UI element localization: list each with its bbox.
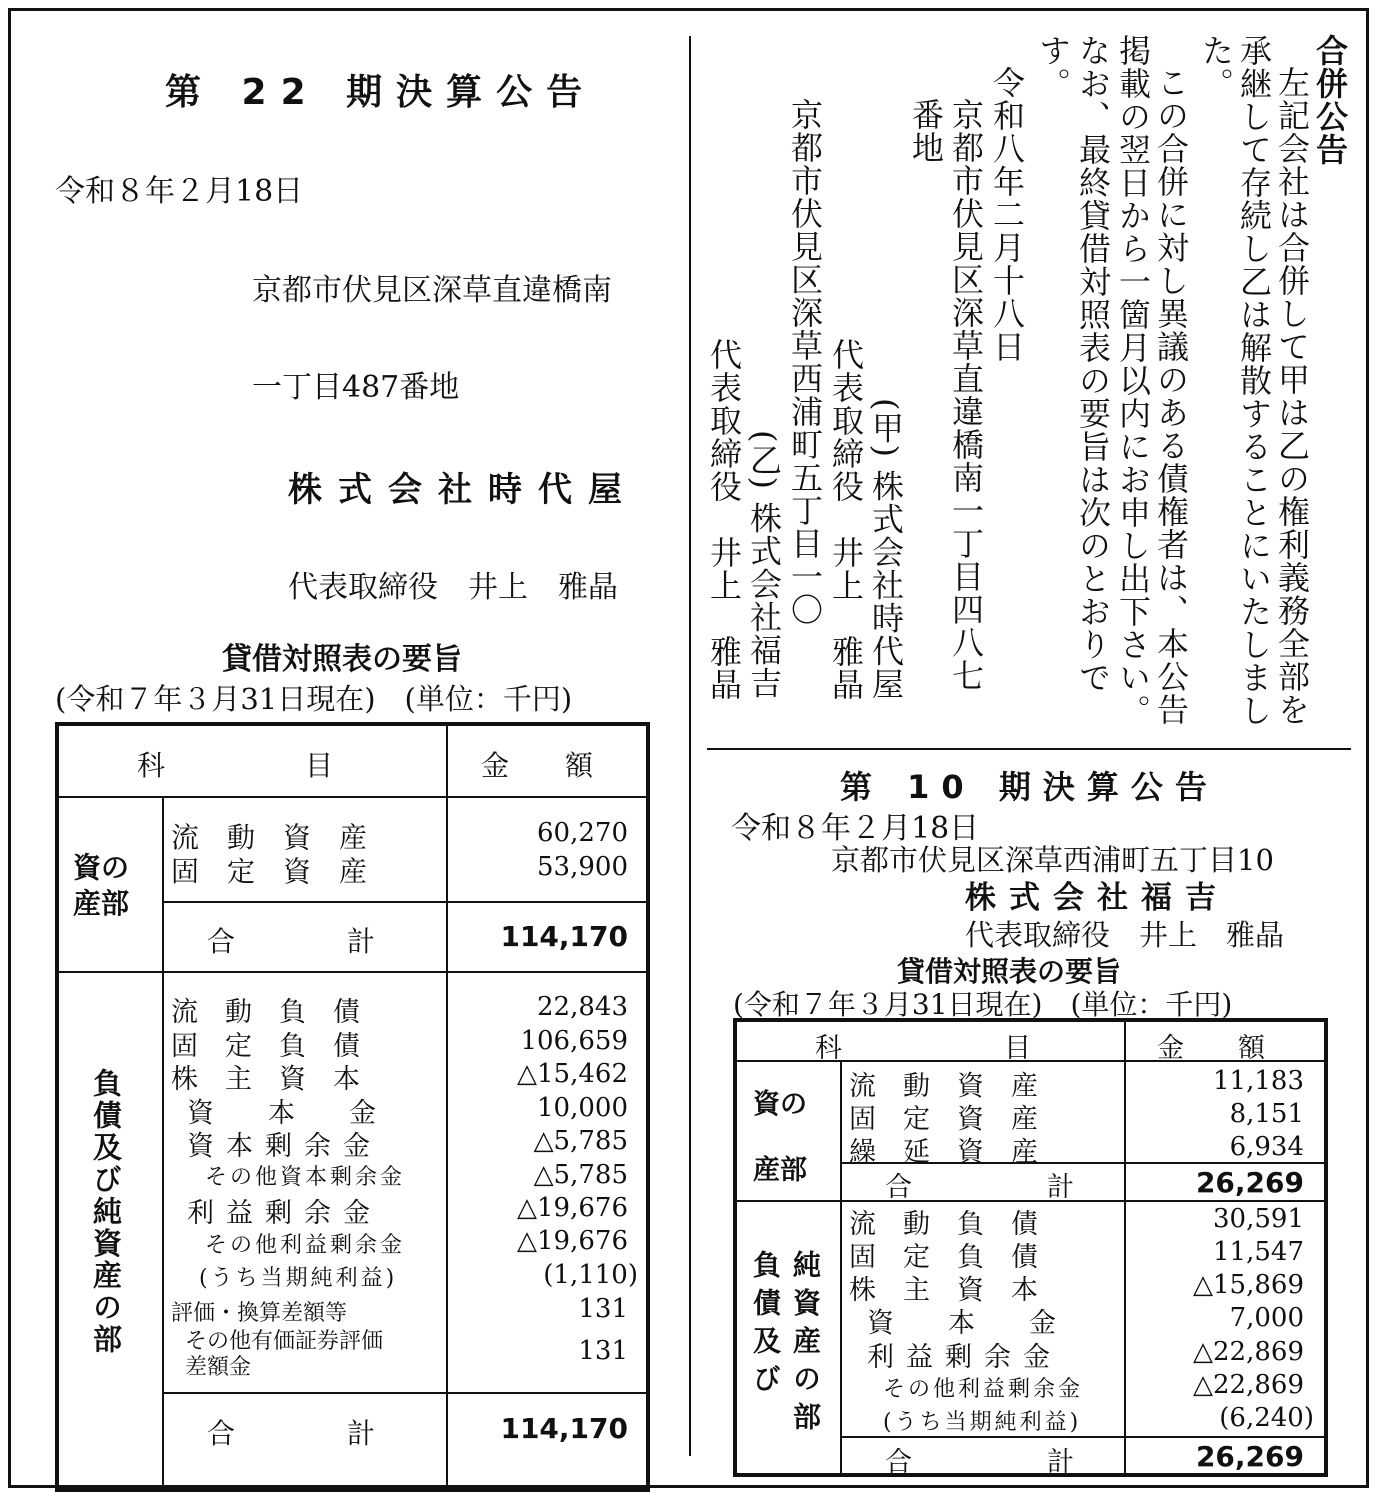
liabilities-section-label: 負債及び純資産の部 — [89, 1068, 123, 1356]
left-title: 第 22 期決算公告 — [165, 72, 597, 113]
left-date: 令和８年２月18日 — [55, 174, 304, 209]
left-address-line1: 京都市伏見区深草直違橋南 — [252, 273, 612, 308]
table-rule — [162, 901, 646, 903]
merger-company-b: (乙) 株式会社福吉 — [745, 430, 783, 700]
right-title: 第 10 期決算公告 — [840, 768, 1219, 806]
liability-value: 7,000 — [1229, 1303, 1304, 1333]
assets-total-value: 114,170 — [500, 920, 628, 953]
asset-label: 固 定 資 産 — [171, 855, 368, 888]
left-representative: 代表取締役 井上 雅晶 — [288, 570, 618, 605]
merger-heading: 合併公告 — [1311, 34, 1349, 166]
merger-text-col: 掲載の翌日から一箇月以内にお申し出下さい。 — [1114, 34, 1152, 727]
liability-label: 固 定 負 債 — [171, 1031, 360, 1062]
liability-label: 資 本 金 — [187, 1098, 376, 1129]
liability-value: 106,659 — [520, 1026, 628, 1056]
right-bs-title: 貸借対照表の要旨 — [897, 955, 1122, 988]
table-rule — [446, 726, 448, 1488]
liability-label: 評価・換算差額等 — [171, 1301, 348, 1326]
table-rule — [162, 796, 164, 1488]
liability-label: (うち当期純利益) — [883, 1410, 1082, 1435]
liability-value: 131 — [578, 1294, 628, 1324]
merger-text-col: 左記会社は合併して甲は乙の権利義務全部を — [1273, 66, 1311, 726]
liability-label: 固 定 負 債 — [849, 1242, 1038, 1273]
asset-label: 固 定 資 産 — [849, 1104, 1038, 1135]
right-representative: 代表取締役 井上 雅晶 — [965, 918, 1285, 952]
assets-total-value: 26,269 — [1195, 1166, 1304, 1199]
merger-rep-a: 代表取締役 井上 雅晶 — [827, 338, 865, 701]
right-balance-sheet-table — [733, 1018, 1328, 1477]
assets-total-label: 合 計 — [885, 1172, 1074, 1203]
assets-section-label-a: 資の — [73, 851, 130, 884]
table-rule — [840, 1436, 1324, 1438]
merger-date: 令和八年二月十八日 — [988, 66, 1026, 363]
liabilities-total-value: 114,170 — [500, 1412, 628, 1445]
right-section-divider — [707, 748, 1351, 750]
liability-value: △22,869 — [1193, 1337, 1304, 1367]
assets-section-label-b: 産部 — [753, 1155, 807, 1186]
left-bs-date: (令和７年３月31日現在) (単位：千円) — [55, 682, 573, 716]
header-amount: 金 額 — [1157, 1033, 1265, 1064]
merger-text-col: なお、最終貸借対照表の要旨は次のとおりで — [1074, 34, 1112, 694]
merger-rep-b: 代表取締役 井上 雅晶 — [705, 338, 743, 701]
header-item: 科 目 — [815, 1033, 1031, 1064]
table-rule — [162, 1392, 646, 1394]
liability-label-line1: その他有価証券評価 — [185, 1329, 384, 1354]
liability-value: △5,785 — [533, 1126, 628, 1156]
asset-label: 流 動 資 産 — [849, 1071, 1038, 1102]
header-item: 科 目 — [137, 749, 334, 782]
liabilities-section-label-col1: 純資産の部 — [789, 1250, 822, 1440]
liability-value: △22,869 — [1193, 1370, 1304, 1400]
liability-value: (1,110) — [543, 1260, 638, 1290]
liability-value: △19,676 — [517, 1226, 628, 1256]
merger-text-col: この合併に対し異議のある債権者は、本公告 — [1152, 66, 1190, 726]
liability-value: △19,676 — [517, 1193, 628, 1223]
liabilities-section-label-col2: 負債及び — [749, 1250, 782, 1402]
liability-value: 11,547 — [1213, 1237, 1304, 1267]
liabilities-total-value: 26,269 — [1195, 1440, 1304, 1473]
merger-address-a2: 番地 — [907, 98, 945, 164]
liability-label: 資 本 金 — [867, 1308, 1056, 1339]
table-rule — [1124, 1022, 1126, 1473]
liability-label: (うち当期純利益) — [199, 1266, 398, 1291]
left-balance-sheet-table — [55, 722, 650, 1492]
right-company-name: 株式会社福吉 — [965, 880, 1229, 916]
liability-value: 30,591 — [1213, 1204, 1304, 1234]
assets-section-label-a: 資の — [753, 1089, 807, 1120]
asset-value: 53,900 — [537, 852, 628, 882]
liability-value: △5,785 — [533, 1160, 628, 1190]
liability-label: その他利益剰余金 — [205, 1233, 406, 1258]
liability-value: 10,000 — [537, 1093, 628, 1123]
asset-label: 流 動 資 産 — [171, 821, 368, 854]
liability-label: 株 主 資 本 — [171, 1064, 360, 1095]
merger-text-col: す。 — [1034, 34, 1072, 100]
asset-value: 11,183 — [1213, 1066, 1304, 1096]
table-rule — [59, 971, 646, 973]
merger-address-b: 京都市伏見区深草西浦町五丁目一〇 — [786, 98, 824, 626]
liability-label: 利益剰余金 — [187, 1198, 382, 1229]
liabilities-total-label: 合 計 — [885, 1447, 1074, 1478]
assets-section-label-b: 産部 — [73, 887, 130, 920]
left-company-name: 株式会社時代屋 — [288, 470, 638, 510]
liabilities-total-label: 合 計 — [207, 1417, 376, 1450]
liability-value: △15,462 — [517, 1059, 628, 1089]
liability-label-line2: 差額金 — [185, 1355, 252, 1380]
liability-value: △15,869 — [1193, 1270, 1304, 1300]
center-divider — [689, 36, 691, 1456]
merger-address-a: 京都市伏見区深草直違橋南一丁目四八七 — [947, 98, 985, 692]
liability-value: (6,240) — [1219, 1403, 1314, 1433]
liability-label: 利益剰余金 — [867, 1342, 1062, 1373]
asset-value: 6,934 — [1229, 1132, 1304, 1162]
table-rule — [840, 1060, 842, 1473]
left-address-line2: 一丁目487番地 — [252, 370, 460, 405]
liability-label: その他資本剰余金 — [205, 1165, 406, 1190]
right-date: 令和８年２月18日 — [731, 811, 980, 846]
asset-value: 60,270 — [537, 818, 628, 848]
left-bs-title: 貸借対照表の要旨 — [222, 642, 462, 677]
assets-total-label: 合 計 — [207, 925, 376, 958]
merger-text-col: 承継して存続し乙は解散することにいたしまし — [1235, 34, 1273, 727]
merger-company-a: (甲) 株式会社時代屋 — [867, 398, 905, 701]
asset-value: 8,151 — [1229, 1099, 1304, 1129]
liability-label: 流 動 負 債 — [849, 1209, 1038, 1240]
table-rule — [59, 796, 646, 798]
asset-label: 繰 延 資 産 — [849, 1137, 1038, 1168]
liability-label: その他利益剰余金 — [883, 1377, 1084, 1402]
merger-text-col: た。 — [1197, 34, 1235, 100]
liability-label: 資本剰余金 — [187, 1131, 382, 1162]
right-bs-date: (令和７年３月31日現在) (単位：千円) — [733, 988, 1233, 1021]
liability-label: 流 動 負 債 — [171, 997, 360, 1028]
right-address: 京都市伏見区深草西浦町五丁目10 — [831, 843, 1274, 877]
liability-value: 22,843 — [537, 992, 628, 1022]
liability-value: 131 — [578, 1336, 628, 1366]
liability-label: 株 主 資 本 — [849, 1275, 1038, 1306]
header-amount: 金 額 — [481, 749, 594, 782]
